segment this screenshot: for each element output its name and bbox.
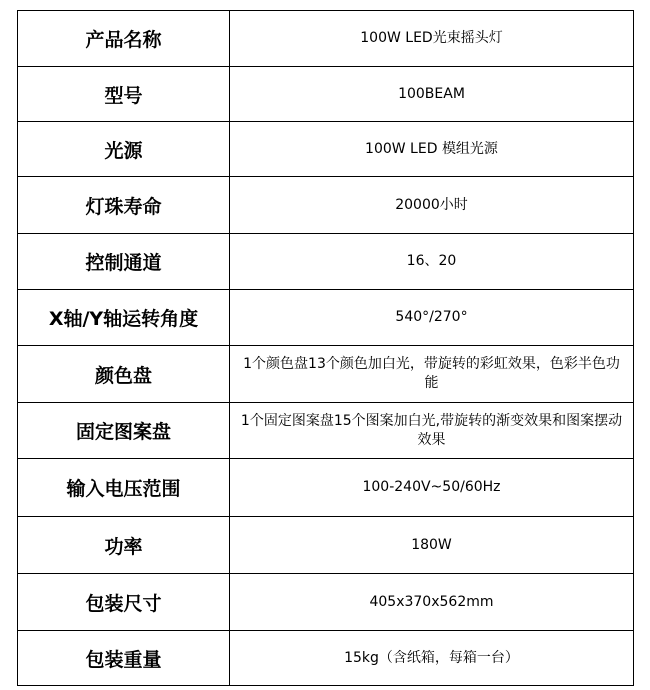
row-label-gobo-wheel: 固定图案盘 <box>18 403 230 459</box>
row-value-gobo-wheel: 1个固定图案盘15个图案加白光,带旋转的渐变效果和图案摆动效果 <box>230 403 634 459</box>
table-row <box>18 459 634 517</box>
row-value-power: 180W <box>230 517 634 574</box>
row-label-input-voltage: 输入电压范围 <box>18 459 230 517</box>
row-label-power: 功率 <box>18 517 230 574</box>
row-label-pan-tilt-angle: X轴/Y轴运转角度 <box>18 290 230 346</box>
row-value-light-source: 100W LED 模组光源 <box>230 122 634 177</box>
row-label-package-size: 包装尺寸 <box>18 574 230 631</box>
row-label-light-source: 光源 <box>18 122 230 177</box>
row-value-product-name: 100W LED光束摇头灯 <box>230 11 634 67</box>
table-row <box>18 517 634 574</box>
row-value-package-size: 405x370x562mm <box>230 574 634 631</box>
row-label-package-weight: 包装重量 <box>18 631 230 686</box>
row-value-lamp-life: 20000小时 <box>230 177 634 234</box>
row-value-control-channels: 16、20 <box>230 234 634 290</box>
table-row <box>18 574 634 631</box>
row-label-lamp-life: 灯珠寿命 <box>18 177 230 234</box>
row-value-color-wheel: 1个颜色盘13个颜色加白光，带旋转的彩虹效果，色彩半色功能 <box>230 346 634 403</box>
row-value-model: 100BEAM <box>230 67 634 122</box>
row-label-product-name: 产品名称 <box>18 11 230 67</box>
row-label-color-wheel: 颜色盘 <box>18 346 230 403</box>
table-row <box>18 67 634 122</box>
table-row <box>18 631 634 686</box>
table-row <box>18 346 634 403</box>
table-row <box>18 403 634 459</box>
row-label-model: 型号 <box>18 67 230 122</box>
row-value-package-weight: 15kg（含纸箱，每箱一台） <box>230 631 634 686</box>
spec-table <box>17 10 634 686</box>
table-row <box>18 11 634 67</box>
table-row <box>18 234 634 290</box>
table-row <box>18 122 634 177</box>
row-value-pan-tilt-angle: 540°/270° <box>230 290 634 346</box>
row-value-input-voltage: 100-240V~50/60Hz <box>230 459 634 517</box>
table-row <box>18 177 634 234</box>
table-row <box>18 290 634 346</box>
row-label-control-channels: 控制通道 <box>18 234 230 290</box>
